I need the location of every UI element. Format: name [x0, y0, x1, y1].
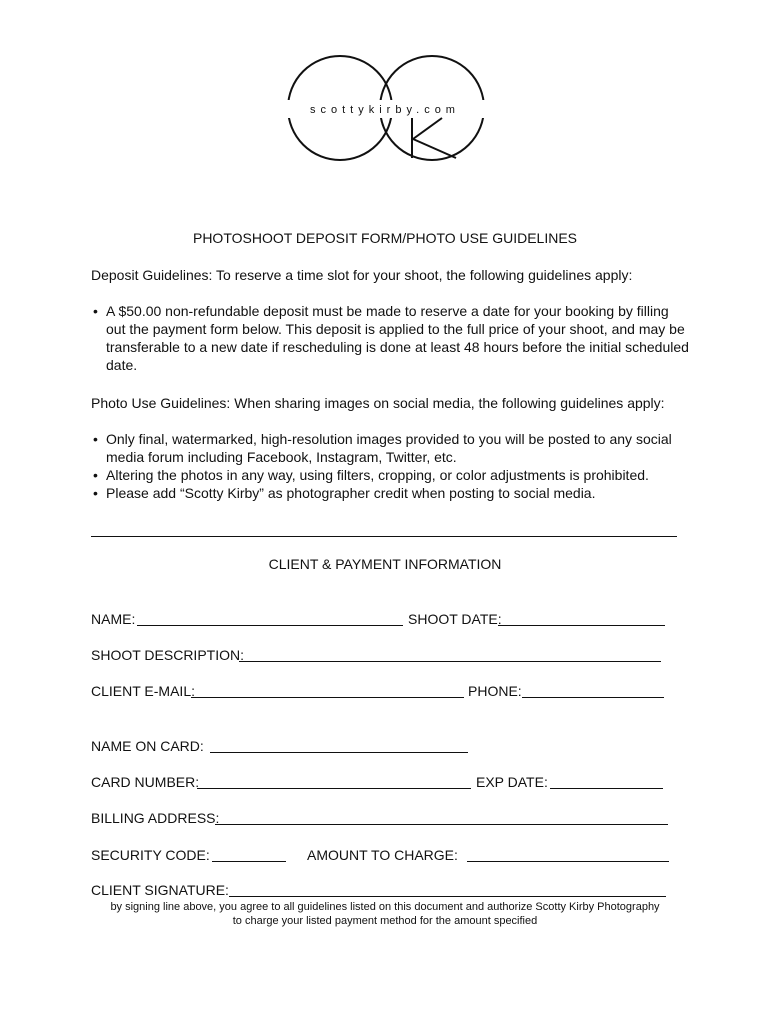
shoot-description-line[interactable] [239, 661, 661, 662]
amount-to-charge-label: AMOUNT TO CHARGE: [307, 847, 458, 863]
section-title: CLIENT & PAYMENT INFORMATION [268, 556, 502, 572]
client-signature-line[interactable] [229, 896, 666, 897]
shoot-date-label: SHOOT DATE: [408, 611, 502, 627]
scottykirby-logo [282, 8, 488, 178]
amount-to-charge-field[interactable] [307, 845, 669, 865]
client-signature-row [91, 880, 677, 900]
exp-date-field[interactable] [476, 772, 663, 792]
name-line[interactable] [137, 625, 403, 626]
security-code-line[interactable] [212, 861, 286, 862]
card-number-field[interactable] [91, 772, 471, 792]
logo-text: scottykirby.com [310, 104, 460, 116]
disclaimer-line-2: to charge your listed payment method for the amount specified [232, 915, 538, 927]
name-field[interactable] [91, 609, 403, 629]
exp-date-line[interactable] [550, 788, 663, 789]
phone-field[interactable] [468, 681, 664, 701]
name-label: NAME: [91, 611, 136, 627]
shoot-description-label: SHOOT DESCRIPTION: [91, 647, 244, 663]
name-on-card-row [91, 736, 677, 756]
name-date-row [91, 609, 677, 629]
deposit-guidelines-list [91, 302, 691, 374]
security-code-field[interactable] [91, 845, 286, 865]
shoot-date-line[interactable] [498, 625, 665, 626]
card-number-label: CARD NUMBER: [91, 774, 200, 790]
shoot-description-field[interactable] [91, 645, 661, 665]
card-number-row [91, 772, 677, 792]
client-signature-field[interactable] [91, 880, 666, 900]
deposit-guideline-item: • A $50.00 non-refundable deposit must be made to reserve a date for your booking by filling out the payment form below. This deposit is applied to the full price of your shoot, and may be transferable to a new date if rescheduling is done at least 48 hours before the initial scheduled date. [91, 302, 691, 374]
photo-use-guidelines-list [91, 430, 691, 502]
billing-address-row [91, 808, 677, 828]
section-divider [91, 536, 677, 537]
email-phone-row [91, 681, 677, 701]
shoot-date-field[interactable] [408, 609, 665, 629]
phone-line[interactable] [522, 697, 664, 698]
photo-use-guideline-item: • Only final, watermarked, high-resolution images provided to you will be posted to any social media forum including Facebook, Instagram, Twitter, etc. [91, 430, 691, 466]
client-signature-label: CLIENT SIGNATURE: [91, 882, 229, 898]
client-email-label: CLIENT E-MAIL: [91, 683, 195, 699]
billing-address-field[interactable] [91, 808, 668, 828]
name-on-card-line[interactable] [210, 752, 468, 753]
logo-graphic [282, 8, 488, 178]
form-title: PHOTOSHOOT DEPOSIT FORM/PHOTO USE GUIDELINES [192, 230, 578, 246]
deposit-guidelines-heading: Deposit Guidelines: To reserve a time slot for your shoot, the following guidelines apply: [91, 267, 633, 283]
client-email-line[interactable] [191, 697, 464, 698]
exp-date-label: EXP DATE: [476, 774, 548, 790]
name-on-card-label: NAME ON CARD: [91, 738, 204, 754]
security-amount-row [91, 845, 677, 865]
phone-label: PHONE: [468, 683, 522, 699]
photo-use-guideline-item: • Altering the photos in any way, using filters, cropping, or color adjustments is prohibited. [91, 466, 691, 484]
photo-use-guideline-item: • Please add “Scotty Kirby” as photographer credit when posting to social media. [91, 484, 691, 502]
billing-address-line[interactable] [215, 824, 668, 825]
card-number-line[interactable] [197, 788, 471, 789]
amount-to-charge-line[interactable] [467, 861, 669, 862]
photo-use-guidelines-heading: Photo Use Guidelines: When sharing images on social media, the following guidelines apply: [91, 395, 665, 411]
shoot-description-row [91, 645, 677, 665]
client-email-field[interactable] [91, 681, 464, 701]
security-code-label: SECURITY CODE: [91, 847, 210, 863]
disclaimer-line-1: by signing line above, you agree to all guidelines listed on this document and authorize Scotty Kirby Photography [110, 901, 660, 913]
name-on-card-field[interactable] [91, 736, 468, 756]
billing-address-label: BILLING ADDRESS: [91, 810, 220, 826]
